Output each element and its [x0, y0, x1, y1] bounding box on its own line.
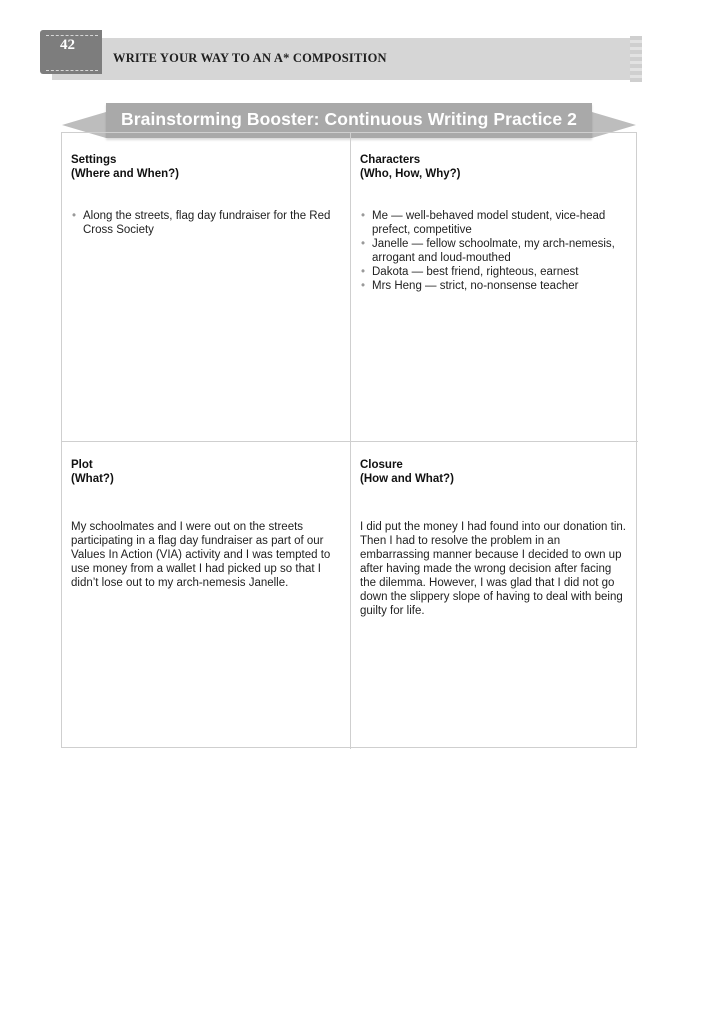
characters-cell: [350, 133, 638, 441]
plot-cell: [62, 441, 350, 749]
header-band-torn-edge: [630, 36, 642, 82]
list-item: • Dakota — best friend, righteous, earnest: [360, 265, 630, 279]
page-number: 42: [60, 37, 75, 53]
plot-text: My schoolmates and I were out on the streets participating in a flag day fundraiser as part of our Values In Action (VIA) activity and I was tempted to use money from a wallet I had picked up so that I didn’t lose out to my arch-nemesis Janelle.: [71, 521, 331, 589]
list-item: • Mrs Heng — strict, no-nonsense teacher: [360, 279, 630, 293]
closure-text: I did put the money I had found into our donation tin. Then I had to resolve the problem in an embarrassing manner because I decided to own up after having made the wrong decision after facing the dilemma. However, I was glad that I did not go down the slippery slope of having to deal with being guilty for life.: [360, 521, 626, 617]
closure-cell: [350, 441, 638, 749]
characters-subheading: (Who, How, Why?): [360, 168, 461, 180]
characters-body: [360, 209, 630, 293]
settings-subheading: (Where and When?): [71, 168, 179, 180]
settings-list: [71, 209, 342, 237]
plot-subheading: (What?): [71, 473, 114, 485]
book-title: WRITE YOUR WAY TO AN A* COMPOSITION: [113, 51, 387, 65]
settings-cell: [62, 133, 350, 441]
plot-heading: Plot: [71, 459, 93, 471]
list-item: • Me — well-behaved model student, vice-head prefect, competitive: [360, 209, 630, 237]
list-item: • Along the streets, flag day fundraiser for the Red Cross Society: [71, 209, 342, 237]
list-item: • Janelle — fellow schoolmate, my arch-nemesis, arrogant and loud-mouthed: [360, 237, 630, 265]
closure-subheading: (How and What?): [360, 473, 454, 485]
settings-heading: Settings: [71, 154, 117, 166]
settings-body: [71, 209, 342, 237]
characters-list: [360, 209, 630, 293]
closure-heading: Closure: [360, 459, 403, 471]
brainstorm-grid: [61, 132, 637, 748]
characters-heading: Characters: [360, 154, 421, 166]
section-title: Brainstorming Booster: Continuous Writing Practice 2: [120, 109, 578, 129]
